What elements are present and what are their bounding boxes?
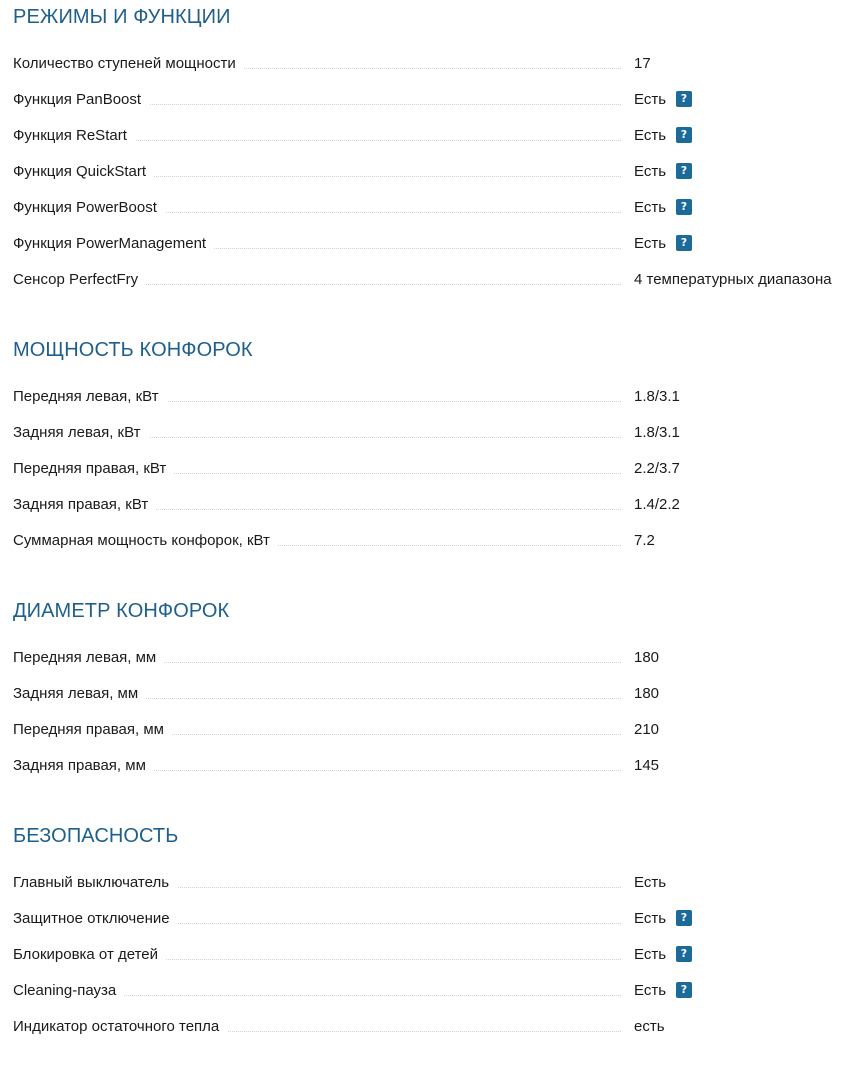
spec-list: [13, 873, 850, 1053]
spec-label: Количество ступеней мощности: [13, 55, 244, 73]
spec-label: Передняя правая, мм: [13, 721, 172, 739]
spec-row-total-power: [13, 531, 850, 567]
spec-value: 7.2: [634, 532, 655, 549]
spec-label: Функция PowerBoost: [13, 199, 165, 217]
help-icon[interactable]: ?: [676, 982, 692, 998]
spec-row-residual-heat: [13, 1017, 850, 1053]
help-icon[interactable]: ?: [676, 127, 692, 143]
spec-row-quickstart: [13, 162, 850, 198]
section-title: ДИАМЕТР КОНФОРОК: [13, 600, 230, 622]
section-burner-power: [13, 338, 850, 567]
spec-value: Есть: [634, 91, 667, 108]
spec-row-rear-right-power: [13, 495, 850, 531]
spec-label: Суммарная мощность конфорок, кВт: [13, 532, 278, 550]
spec-label: Функция PowerManagement: [13, 235, 214, 253]
section-title: МОЩНОСТЬ КОНФОРОК: [13, 339, 253, 361]
spec-value: Есть: [634, 946, 667, 963]
spec-label: Функция ReStart: [13, 127, 135, 145]
help-icon[interactable]: ?: [676, 91, 692, 107]
spec-value: Есть: [634, 163, 667, 180]
spec-row-rear-left-diameter: [13, 684, 850, 720]
spec-row-child-lock: [13, 945, 850, 981]
section-safety: [13, 824, 850, 1053]
spec-value: Есть: [634, 235, 667, 252]
spec-label: Задняя левая, кВт: [13, 424, 149, 442]
spec-value: 1.8/3.1: [634, 424, 680, 441]
spec-list: [13, 387, 850, 567]
spec-row-powermanagement: [13, 234, 850, 270]
spec-label: Cleaning-пауза: [13, 982, 124, 1000]
spec-label: Защитное отключение: [13, 910, 178, 928]
spec-value: 4 температурных диапазона: [634, 271, 832, 288]
spec-value: 1.4/2.2: [634, 496, 680, 513]
spec-label: Задняя правая, мм: [13, 757, 154, 775]
spec-label: Блокировка от детей: [13, 946, 166, 964]
spec-value: 210: [634, 721, 660, 738]
spec-value: 145: [634, 757, 660, 774]
spec-value: Есть: [634, 910, 667, 927]
spec-value: 17: [634, 55, 651, 72]
spec-value: 1.8/3.1: [634, 388, 680, 405]
spec-label: Индикатор остаточного тепла: [13, 1018, 227, 1036]
section-modes-functions: [13, 5, 850, 306]
spec-label: Передняя правая, кВт: [13, 460, 174, 478]
help-icon[interactable]: ?: [676, 946, 692, 962]
spec-row-front-right-power: [13, 459, 850, 495]
spec-label: Функция QuickStart: [13, 163, 154, 181]
spec-label: Передняя левая, мм: [13, 649, 164, 667]
spec-label: Главный выключатель: [13, 874, 177, 892]
help-icon[interactable]: ?: [676, 235, 692, 251]
spec-value: 180: [634, 649, 660, 666]
spec-value: 180: [634, 685, 660, 702]
spec-label: Функция PanBoost: [13, 91, 149, 109]
spec-row-front-left-power: [13, 387, 850, 423]
spec-value: Есть: [634, 982, 667, 999]
spec-row-front-right-diameter: [13, 720, 850, 756]
spec-label: Сенсор PerfectFry: [13, 271, 146, 289]
spec-row-rear-left-power: [13, 423, 850, 459]
spec-label: Задняя левая, мм: [13, 685, 146, 703]
section-title: РЕЖИМЫ И ФУНКЦИИ: [13, 6, 231, 28]
spec-value: Есть: [634, 874, 667, 891]
spec-row-restart: [13, 126, 850, 162]
spec-value: Есть: [634, 199, 667, 216]
spec-row-power-levels: [13, 54, 850, 90]
help-icon[interactable]: ?: [676, 910, 692, 926]
spec-row-powerboost: [13, 198, 850, 234]
spec-value: Есть: [634, 127, 667, 144]
help-icon[interactable]: ?: [676, 163, 692, 179]
spec-row-perfectfry: [13, 270, 850, 306]
spec-list: [13, 648, 850, 792]
spec-value: есть: [634, 1018, 665, 1035]
spec-row-front-left-diameter: [13, 648, 850, 684]
spec-row-safety-shutoff: [13, 909, 850, 945]
spec-row-main-switch: [13, 873, 850, 909]
spec-row-panboost: [13, 90, 850, 126]
spec-list: [13, 54, 850, 306]
spec-row-cleaning-pause: [13, 981, 850, 1017]
spec-value: 2.2/3.7: [634, 460, 680, 477]
section-title: БЕЗОПАСНОСТЬ: [13, 825, 179, 847]
help-icon[interactable]: ?: [676, 199, 692, 215]
spec-label: Передняя левая, кВт: [13, 388, 167, 406]
spec-label: Задняя правая, кВт: [13, 496, 156, 514]
section-burner-diameter: [13, 599, 850, 792]
spec-row-rear-right-diameter: [13, 756, 850, 792]
